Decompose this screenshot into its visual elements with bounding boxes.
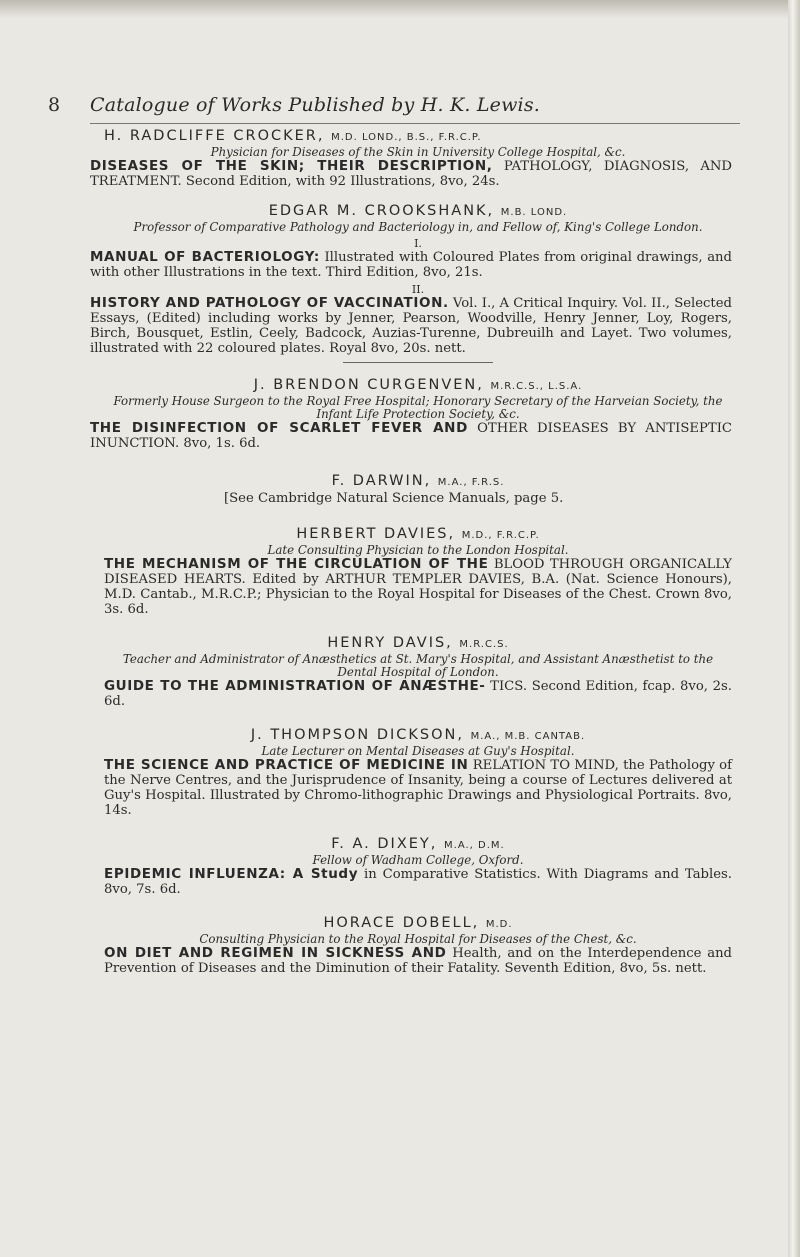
book-details: BLOOD THROUGH ORGANICALLY DISEASED HEARTS. Edited by ARTHUR TEMPLER DAVIES, B.A. (Nat. Science Honours), M.D. Cantab., M.R.C.P.; Physician to the Royal Hospital for Diseases of the Chest. Crown 8vo, 3s. 6d.: [104, 557, 732, 617]
author-name: F. DARWIN,: [331, 473, 432, 489]
book-title: ON DIET AND REGIMEN IN SICKNESS AND: [104, 945, 447, 961]
author-name: J. BRENDON CURGENVEN,: [253, 377, 484, 393]
book-listing: [104, 679, 732, 709]
author-entry-dickson: [104, 727, 732, 818]
book-details: TICS. Second Edition, fcap. 8vo, 2s. 6d.: [104, 679, 732, 709]
header-rule: [90, 123, 740, 124]
author-credentials: M.D.: [485, 919, 513, 930]
author-credentials: M.A., M.B. CANTAB.: [470, 731, 586, 742]
author-entry-davis: [104, 635, 732, 709]
page-number: 8: [48, 94, 61, 116]
author-credentials: M.D., F.R.C.P.: [461, 530, 540, 541]
author-name: J. THOMPSON DICKSON,: [250, 727, 464, 743]
cross-reference: [See Cambridge Natural Science Manuals, page 5.: [224, 491, 564, 506]
book-details: RELATION TO MIND, the Pathology of the Nerve Centres, and the Jurisprudence of Insanity, being a course of Lectures delivered at Guy's Hospital. Illustrated by Chromo-lithographic Drawings and Physiological Portraits. 8vo, 14s.: [104, 758, 732, 818]
page-top-shadow: [0, 0, 800, 18]
book-listing: [90, 421, 732, 451]
author-description: Formerly House Surgeon to the Royal Free Hospital; Honorary Secretary of the Harveian Society, the Infant Life Protection Society, &c.: [113, 394, 723, 421]
author-name: EDGAR M. CROOKSHANK,: [268, 203, 495, 219]
volume-numeral: II.: [411, 283, 425, 296]
author-description: Professor of Comparative Pathology and Bacteriology in, and Fellow of, King's College London.: [133, 220, 703, 234]
book-listing: [90, 250, 732, 280]
author-description: Fellow of Wadham College, Oxford.: [312, 853, 524, 867]
book-title: THE SCIENCE AND PRACTICE OF MEDICINE IN: [104, 757, 469, 773]
volume-numeral: I.: [414, 237, 422, 250]
book-title: MANUAL OF BACTERIOLOGY:: [90, 249, 320, 265]
catalogue-entries: [90, 128, 732, 990]
author-description: Late Lecturer on Mental Diseases at Guy's Hospital.: [261, 744, 575, 758]
book-details: PATHOLOGY, DIAGNOSIS, AND TREATMENT. Second Edition, with 92 Illustrations, 8vo, 24s.: [90, 159, 732, 189]
author-name: HERBERT DAVIES,: [296, 526, 456, 542]
author-description: Consulting Physician to the Royal Hospital for Diseases of the Chest, &c.: [199, 932, 637, 946]
book-listing: [90, 159, 732, 189]
author-entry-curgenven: [90, 377, 732, 451]
book-listing: [104, 758, 732, 818]
author-name: HENRY DAVIS,: [327, 635, 453, 651]
author-credentials: M.A., F.R.S.: [437, 477, 505, 488]
author-entry-darwin: [104, 473, 732, 506]
page-binding-edge: [788, 0, 800, 1257]
book-title: HISTORY AND PATHOLOGY OF VACCINATION.: [90, 295, 449, 311]
author-entry-davies: [104, 526, 732, 617]
author-entry-dixey: [104, 836, 732, 897]
book-listing: [224, 491, 732, 506]
book-title: EPIDEMIC INFLUENZA: A Study: [104, 866, 359, 882]
book-listing: [104, 946, 732, 976]
book-details: Health, and on the Interdependence and Prevention of Diseases and the Diminution of their Fatality. Seventh Edition, 8vo, 5s. nett.: [104, 946, 732, 976]
section-divider: [343, 362, 493, 363]
book-details: Illustrated with Coloured Plates from original drawings, and with other Illustrations in the text. Third Edition, 8vo, 21s.: [90, 250, 732, 280]
author-description: Late Consulting Physician to the London Hospital.: [267, 543, 569, 557]
author-credentials: M.D. LOND., B.S., F.R.C.P.: [331, 132, 482, 143]
author-name: H. RADCLIFFE CROCKER,: [104, 128, 325, 144]
book-title: DISEASES OF THE SKIN; THEIR DESCRIPTION,: [90, 158, 493, 174]
book-title: GUIDE TO THE ADMINISTRATION OF ANÆSTHE-: [104, 678, 486, 694]
book-listing: [104, 557, 732, 617]
author-name: HORACE DOBELL,: [323, 915, 480, 931]
author-description: Teacher and Administrator of Anæsthetics at St. Mary's Hospital, and Assistant Anæsthetist to the Dental Hospital of London.: [122, 652, 714, 679]
book-listing: [90, 296, 732, 356]
book-listing: [104, 867, 732, 897]
book-title: THE DISINFECTION OF SCARLET FEVER AND: [90, 420, 468, 436]
author-entry-crookshank: [90, 203, 732, 363]
author-credentials: M.R.C.S., L.S.A.: [490, 381, 583, 392]
book-details: OTHER DISEASES BY ANTISEPTIC INUNCTION. 8vo, 1s. 6d.: [90, 421, 732, 451]
author-entry-dobell: [104, 915, 732, 976]
book-title: THE MECHANISM OF THE CIRCULATION OF THE: [104, 556, 489, 572]
book-details: in Comparative Statistics. With Diagrams and Tables. 8vo, 7s. 6d.: [104, 867, 732, 897]
author-credentials: M.B. LOND.: [500, 207, 568, 218]
author-name: F. A. DIXEY,: [331, 836, 438, 852]
book-details: Vol. I., A Critical Inquiry. Vol. II., Selected Essays, (Edited) including works by Jenner, Pearson, Woodville, Henry Jenner, Loy, Rogers, Birch, Bousquet, Estlin, Ceely, Badcock, Auzias-Turenne, Dubreuilh and Layet. Two volumes, illustrated with 22 coloured plates. Royal 8vo, 20s. nett.: [90, 296, 732, 356]
author-description: Physician for Diseases of the Skin in University College Hospital, &c.: [210, 145, 626, 159]
author-entry-crocker: [90, 128, 732, 189]
author-credentials: M.A., D.M.: [444, 840, 505, 851]
author-credentials: M.R.C.S.: [459, 639, 509, 650]
catalogue-title: Catalogue of Works Published by H. K. Lewis.: [90, 94, 541, 116]
